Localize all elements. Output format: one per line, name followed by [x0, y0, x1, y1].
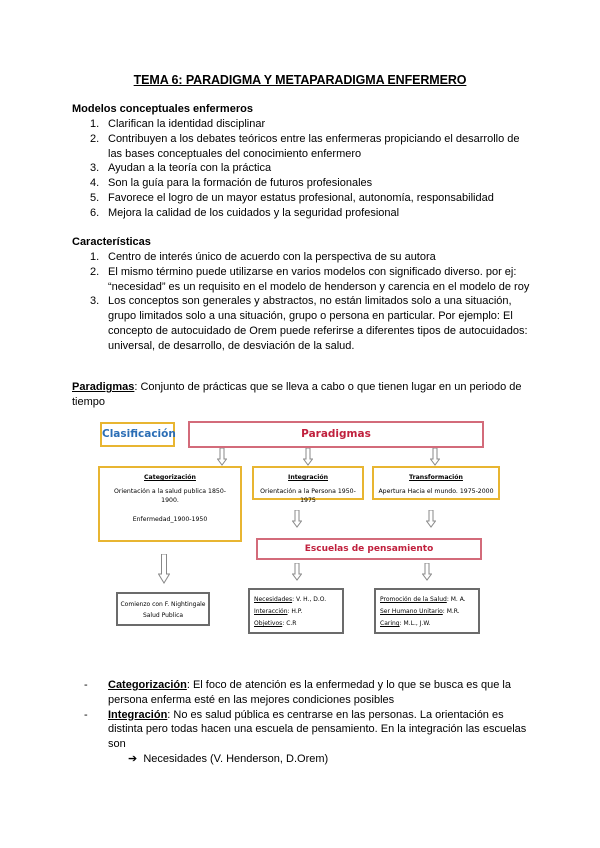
- clasificacion-box: Clasificación: [100, 422, 175, 447]
- sub-bullet: ➔ Necesidades (V. Henderson, D.Orem): [128, 753, 329, 765]
- categorizacion-box: Categorización Orientación a la salud publica 1850-1900. Enfermedad_1900-1950: [98, 466, 242, 542]
- paradigm-bullets: [84, 678, 534, 752]
- list-item: 1. Clarifican la identidad disciplinar: [90, 118, 266, 130]
- list-item: - Integración: No es salud pública es centrarse en las personas. La orientación es distinta pero todas hacen una escuela de pensamiento. En la integración las escuelas son: [84, 708, 527, 751]
- paradigmas-diagram: [96, 418, 516, 628]
- arrow-down-icon: [292, 563, 302, 581]
- paradigmas-box: Paradigmas: [188, 421, 484, 448]
- list-item: - Categorización: El foco de atención es la enfermedad y lo que se busca es que la persona enferma esté en las mejores condiciones posibles: [84, 679, 511, 706]
- list-item: 1. Centro de interés único de acuerdo con la perspectiva de su autora: [90, 251, 436, 263]
- paradigmas-definition: Paradigmas: Conjunto de prácticas que se lleva a cabo o que tienen lugar en un periodo de tiempo: [72, 381, 522, 408]
- list-item: 3. Los conceptos son generales y abstractos, no están limitados solo a una situación, grupo limitados solo a una situación, grupo o persona en particular. Por ejemplo: El concepto de autocuidado de Orem puede referirse a diferentes tipos de autocuidados: universal, de desarrollo, de desviación de la salud.: [90, 295, 528, 352]
- caracteristicas-heading: Características: [72, 236, 151, 248]
- page-title: TEMA 6: PARADIGMA Y METAPARADIGMA ENFERMERO: [133, 73, 467, 87]
- arrow-down-icon: [422, 563, 432, 581]
- modelos-list: [72, 117, 532, 221]
- arrow-down-icon: [303, 448, 313, 466]
- list-item: 3. Ayudan a la teoría con la práctica: [90, 162, 272, 175]
- integracion-box: Integración Orientación a la Persona 1950-1975: [252, 466, 364, 500]
- list-item: 6. Mejora la calidad de los cuidados y la seguridad profesional: [90, 206, 400, 219]
- paradigmas-term: Paradigmas: [72, 381, 135, 393]
- arrow-down-icon: [292, 510, 302, 528]
- list-item: 2. Contribuyen a los debates teóricos entre las enfermeras propiciando el desarrollo de las bases conceptuales del conocimiento enfermero: [90, 132, 520, 160]
- comienzo-box: Comienzo con F. Nightingale Salud Publica: [116, 592, 210, 626]
- arrow-down-icon: [217, 448, 227, 466]
- modelos-heading: Modelos conceptuales enfermeros: [72, 103, 253, 115]
- arrow-down-icon: [430, 448, 440, 466]
- list-item: 5. Favorece el logro de un mayor estatus profesional, autonomía, responsabilidad: [90, 191, 494, 204]
- integracion-escuelas-box: Necesidades: V. H., D.O. Interacción: H.P. Objetivos: C.R: [248, 588, 344, 634]
- escuelas-box: Escuelas de pensamiento: [256, 538, 482, 560]
- list-item: 4. Son la guía para la formación de futuros profesionales: [90, 177, 373, 190]
- transformacion-escuelas-box: Promoción de la Salud: M. A. Ser Humano Unitario: M.R. Caring: M.L., J.W.: [374, 588, 480, 634]
- transformacion-box: Transformación Apertura Hacia el mundo. 1975-2000: [372, 466, 500, 500]
- list-item: 2. El mismo término puede utilizarse en varios modelos con significado diverso. por ej: “necesidad” es un requisito en el modelo de henderson y carencia en el modelo de roy: [90, 265, 530, 293]
- arrow-down-icon: [158, 554, 168, 584]
- caracteristicas-list: [72, 250, 532, 354]
- arrow-right-icon: ➔: [128, 753, 138, 765]
- arrow-down-icon: [426, 510, 436, 528]
